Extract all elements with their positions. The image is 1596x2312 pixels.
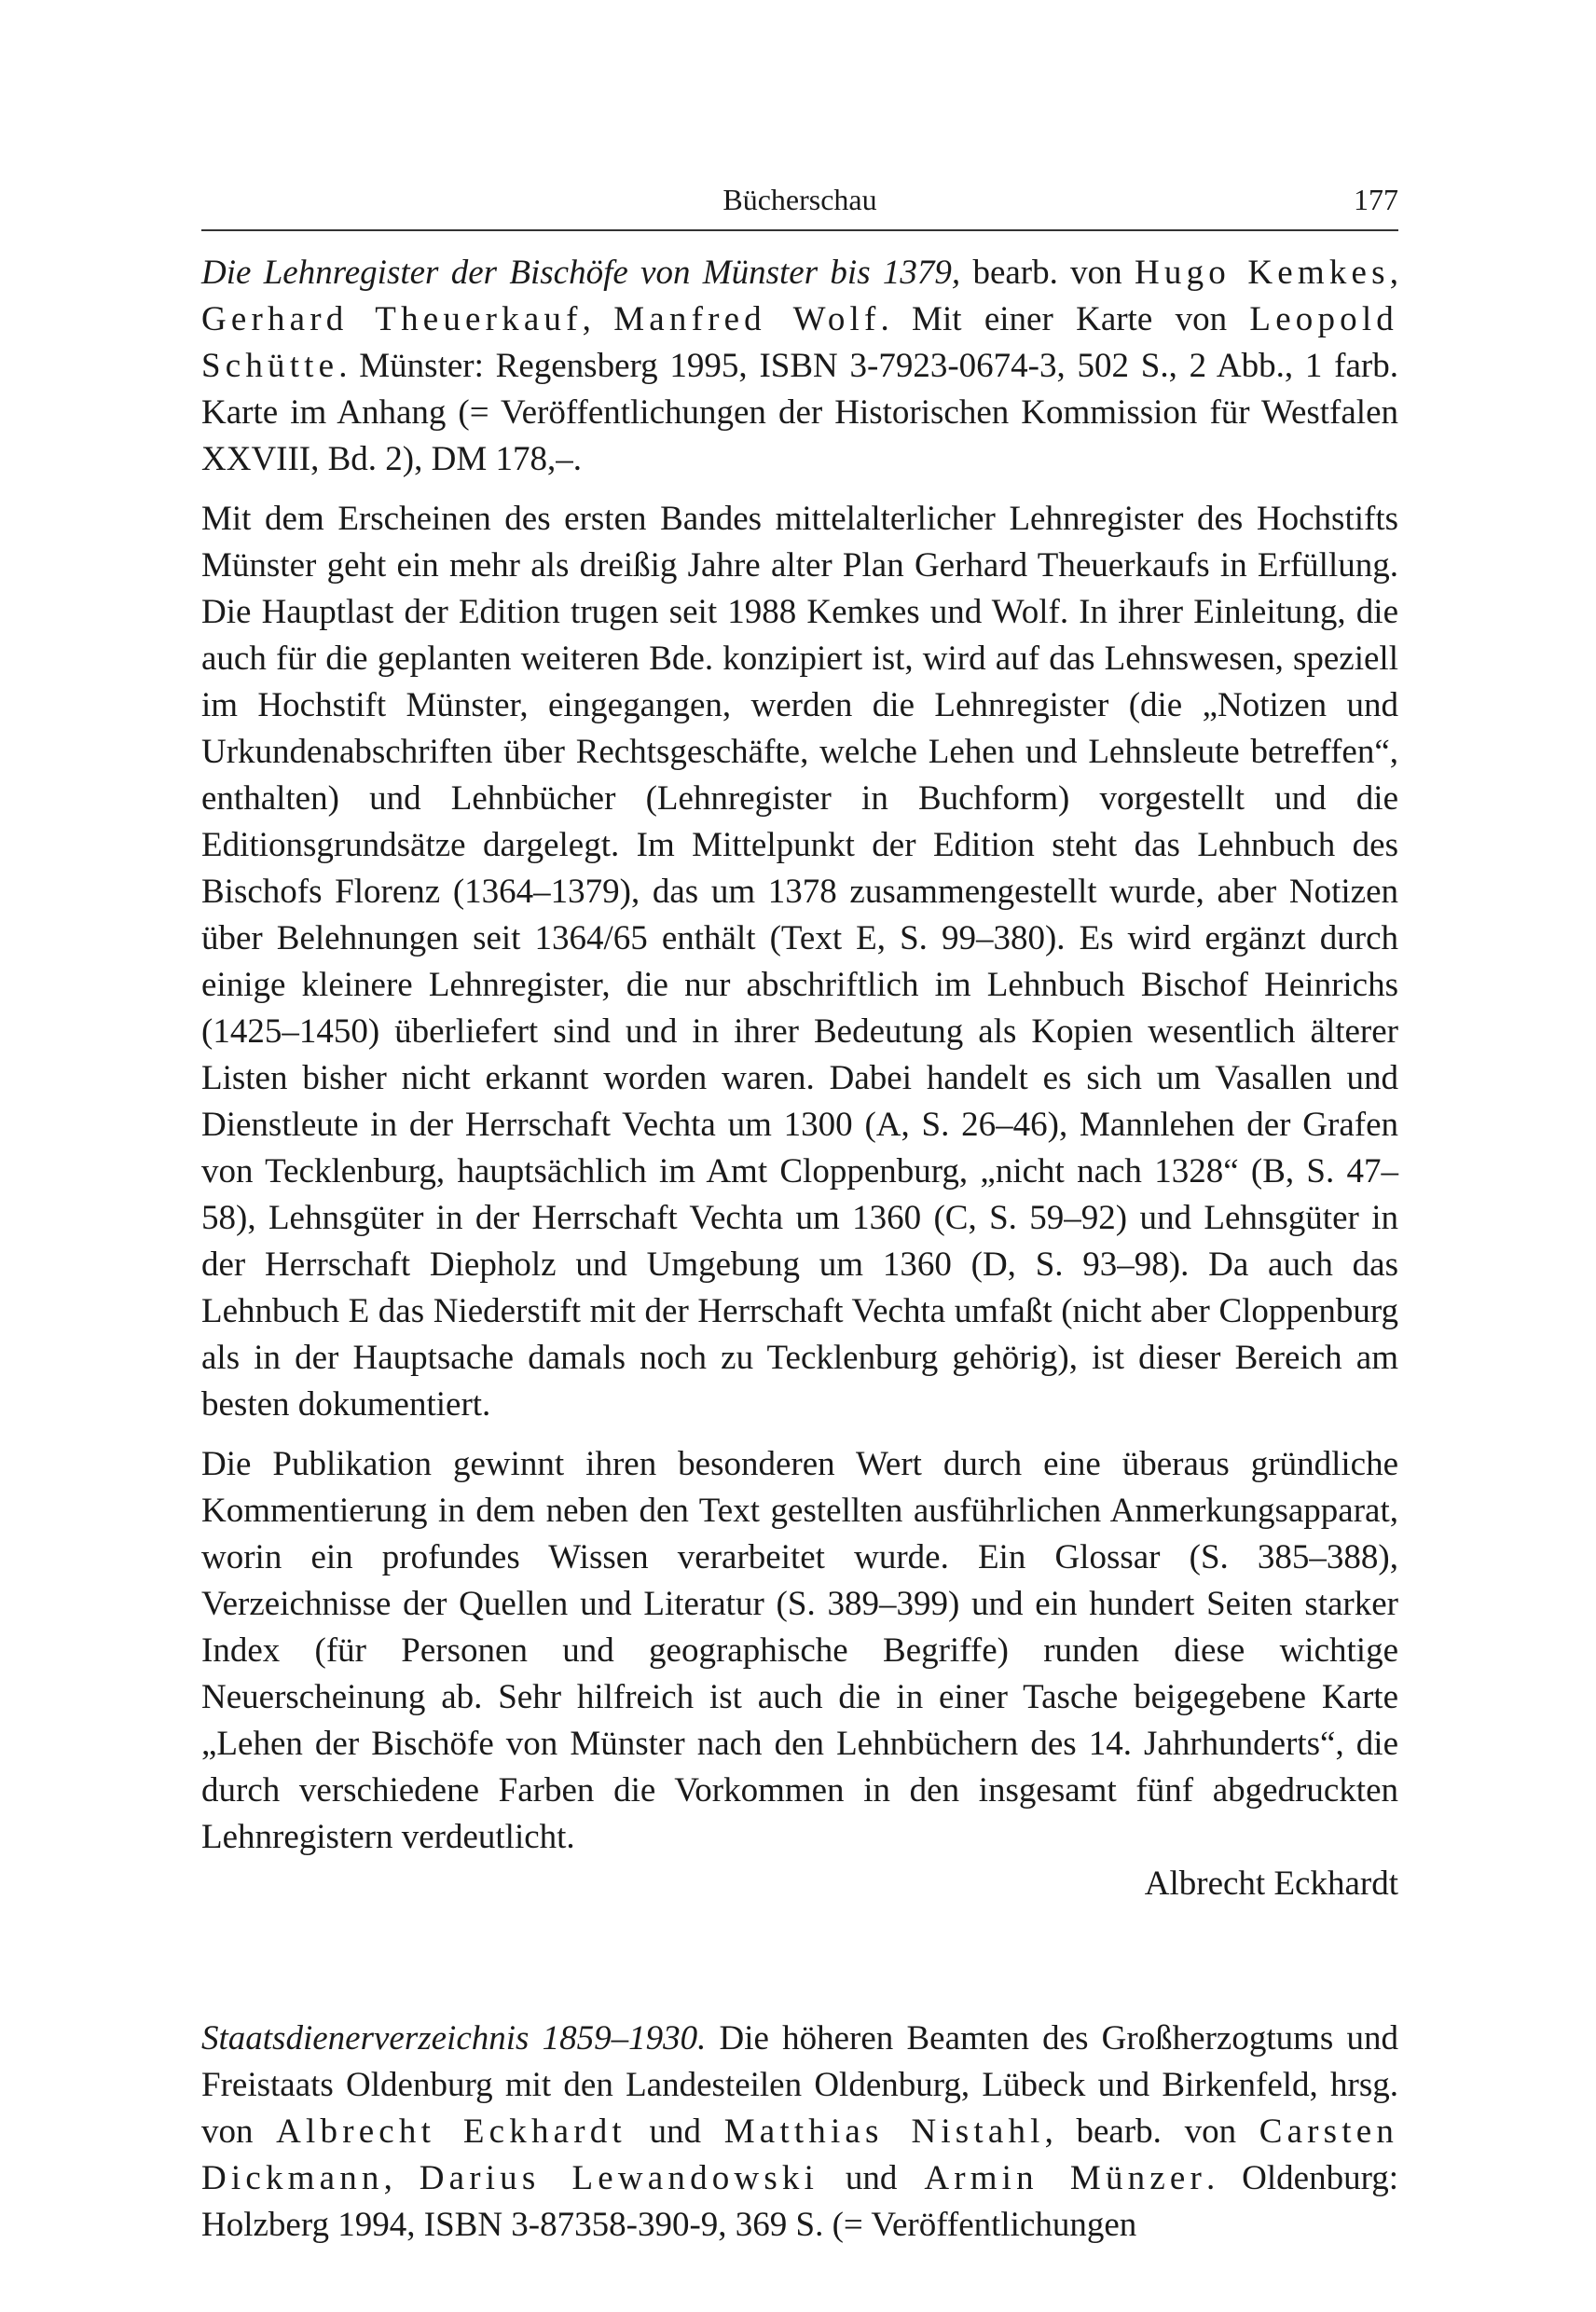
map-author-name: Leopold Schütte — [201, 300, 1398, 385]
review-1-citation — [201, 250, 1398, 483]
contributor-name: Carsten Dickmann — [201, 2112, 1399, 2197]
editor-name: Matthias Nistahl — [723, 2112, 1045, 2151]
editor-name: Manfred Wolf — [613, 300, 881, 338]
book-title: Staatsdienerverzeichnis 1859–1930. — [201, 2019, 707, 2057]
separator: , — [1389, 254, 1398, 292]
page-number: 177 — [1354, 183, 1398, 216]
conjunction: und — [819, 2159, 925, 2197]
review-2-citation — [201, 2016, 1398, 2249]
review-1-paragraph-1: Mit dem Erscheinen des ersten Bandes mittelalterlicher Lehnregister des Hochstifts Münster geht ein mehr als dreißig Jahre alter Plan Gerhard Theuerkaufs in Erfüllung. Die Hauptlast der Edition trugen seit 1988 Kemkes und Wolf. In ihrer Einleitung, die auch für die geplanten weiteren Bde. konzipiert ist, wird auf das Lehnswesen, speziell im Hochstift Münster, eingegangen, werden die Lehnregister (die „Notizen und Urkundenabschriften über Rechtsgeschäfte, welche Lehen und Lehnsleute betreffen“, enthalten) und Lehnbücher (Lehnregister in Buchform) vorgestellt und die Editionsgrundsätze dargelegt. Im Mittelpunkt der Edition steht das Lehnbuch des Bischofs Florenz (1364–1379), das um 1378 zusammengestellt wurde, aber Notizen über Belehnungen seit 1364/65 enthält (Text E, S. 99–380). Es wird ergänzt durch einige kleinere Lehnregister, die nur abschriftlich im Lehnbuch Bischof Heinrichs (1425–1450) überliefert sind und in ihrer Bedeutung als Kopien wesentlich älterer Listen bisher nicht erkannt worden waren. Dabei handelt es sich um Vasallen und Dienstleute in der Herrschaft Vechta um 1300 (A, S. 26–46), Mannlehen der Grafen von Tecklenburg, hauptsächlich im Amt Cloppenburg, „nicht nach 1328“ (B, S. 47–58), Lehnsgüter in der Herrschaft Vechta um 1360 (C, S. 59–92) und Lehnsgüter in der Herrschaft Diepholz und Umgebung um 1360 (D, S. 93–98). Da auch das Lehnbuch E das Niederstift mit der Herrschaft Vechta umfaßt (nicht aber Cloppenburg als in der Hauptsache damals noch zu Tecklenburg gehörig), ist dieser Bereich am besten dokumentiert. — [201, 500, 1398, 1424]
citation-publication: . Oldenburg: Holzberg 1994, ISBN 3-87358-390-9, 369 S. (= Veröffentlichungen — [201, 2159, 1399, 2244]
review-1-paragraph-2: Die Publikation gewinnt ihren besonderen Wert durch eine überaus gründliche Kommentierung in dem neben den Text gestellten ausführlichen Anmerkungsapparat, worin ein profundes Wissen verarbeitet wurde. Ein Glossar (S. 385–388), Verzeichnisse der Quellen und Literatur (S. 389–399) und ein hundert Seiten starker Index (für Personen und geographische Begriffe) runden diese wichtige Neuerscheinung ab. Sehr hilfreich ist auch die in einer Tasche beigegebene Karte „Lehen der Bischöfe von Münster nach den Lehnbüchern des 14. Jahrhunderts“, die durch verschiedene Farben die Vorkommen in den insgesamt fünf abgedruckten Lehnregistern verdeutlicht. — [201, 1445, 1398, 1856]
citation-text: . Mit einer Karte von — [880, 300, 1250, 338]
running-head-title: Bücherschau — [722, 183, 877, 216]
page — [201, 183, 1398, 2249]
separator: , — [383, 2159, 420, 2197]
separator: , — [582, 300, 614, 338]
citation-text: Die höheren Beamten des Großherzogtums und Freistaats Oldenburg mit den Landesteilen Oldenburg, Lübeck und Birkenfeld, hrsg. von — [201, 2019, 1398, 2151]
contributor-name: Darius Lewandowski — [419, 2159, 819, 2197]
book-title: Die Lehnregister der Bischöfe von Münster bis 1379, — [201, 254, 961, 292]
editor-name: Gerhard Theuerkauf — [201, 300, 583, 338]
contributor-name: Armin Münzer — [924, 2159, 1207, 2197]
running-head — [201, 183, 1398, 231]
citation-text: bearb. von — [960, 254, 1135, 292]
editor-name: Albrecht Eckhardt — [276, 2112, 626, 2151]
reviewer-signature: Albrecht Eckhardt — [1144, 1865, 1398, 1903]
conjunction: und — [626, 2112, 724, 2151]
citation-publication: . Münster: Regensberg 1995, ISBN 3-7923-0674-3, 502 S., 2 Abb., 1 farb. Karte im Anhang (= Veröffentlichungen der Historischen Kommission für Westfalen XXVIII, Bd. 2), DM 178,–. — [201, 347, 1398, 478]
citation-text: , bearb. von — [1044, 2112, 1259, 2151]
editor-name: Hugo Kemkes — [1134, 254, 1390, 292]
section-gap — [201, 1907, 1398, 2016]
